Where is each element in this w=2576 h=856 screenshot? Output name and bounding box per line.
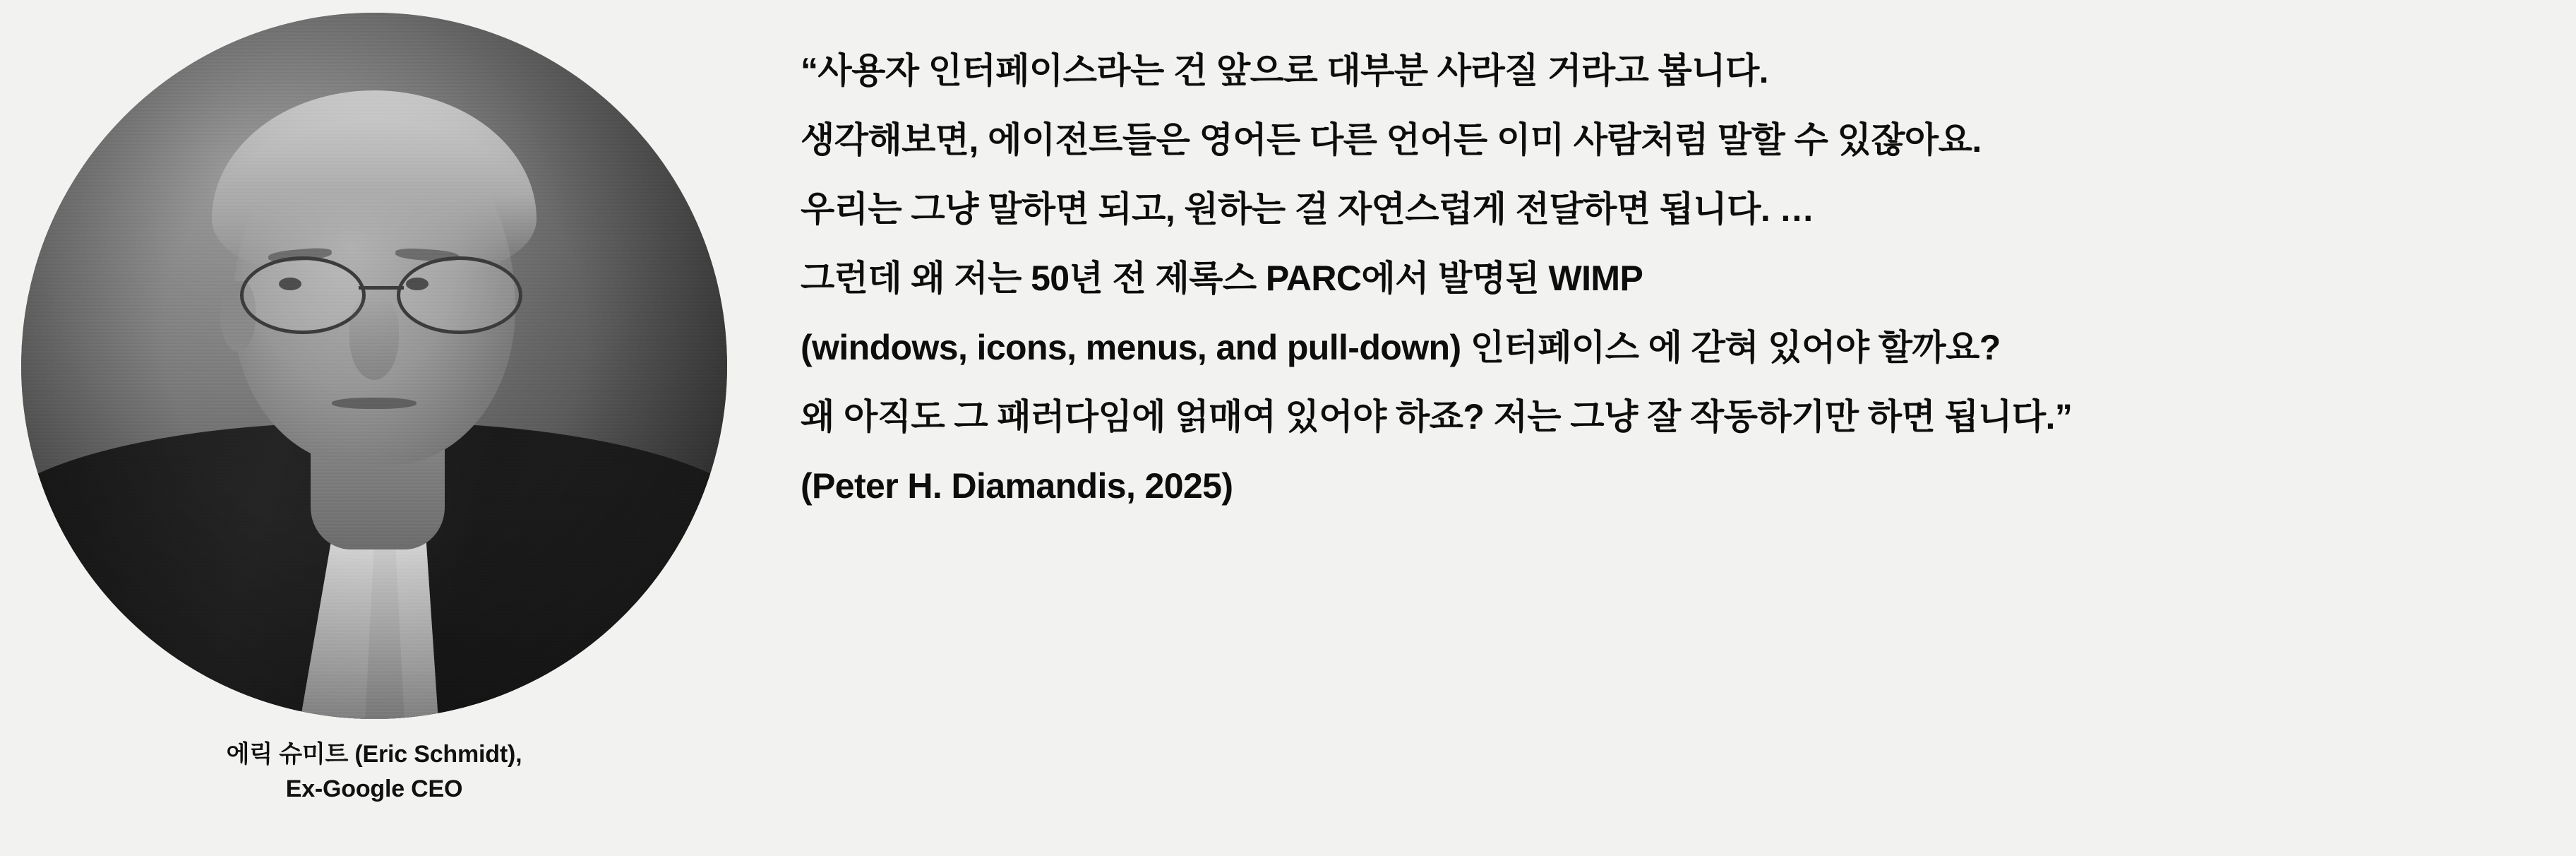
quote-line-4: 그런데 왜 저는 50년 전 제록스 PARC에서 발명된 WIMP	[801, 258, 1643, 298]
quote-line-2: 생각해보면, 에이전트들은 영어든 다른 언어든 이미 사람처럼 말할 수 있잖아요.	[801, 120, 1982, 160]
quote-attribution: (Peter H. Diamandis, 2025)	[801, 466, 1233, 506]
eric-schmidt-portrait	[21, 13, 727, 719]
quote-line-3: 우리는 그냥 말하면 되고, 원하는 걸 자연스럽게 전달하면 됩니다. …	[801, 189, 1814, 229]
quote-line-1: “사용자 인터페이스라는 건 앞으로 대부분 사라질 거라고 봅니다.	[801, 51, 1768, 90]
portrait-caption	[227, 737, 522, 807]
portrait-block	[0, 0, 748, 807]
quote-block	[748, 0, 2576, 506]
portrait-caption-line-2: Ex-Google CEO	[285, 775, 463, 803]
quote-line-5: (windows, icons, menus, and pull-down) 인터페이스 에 갇혀 있어야 할까요?	[801, 328, 2001, 367]
portrait-caption-line-1: 에릭 슈미트 (Eric Schmidt),	[226, 741, 522, 768]
quote-line-6: 왜 아직도 그 패러다임에 얽매여 있어야 하죠? 저는 그냥 잘 작동하기만 하면 됩니다.”	[801, 397, 2073, 436]
portrait-grain	[21, 13, 727, 719]
